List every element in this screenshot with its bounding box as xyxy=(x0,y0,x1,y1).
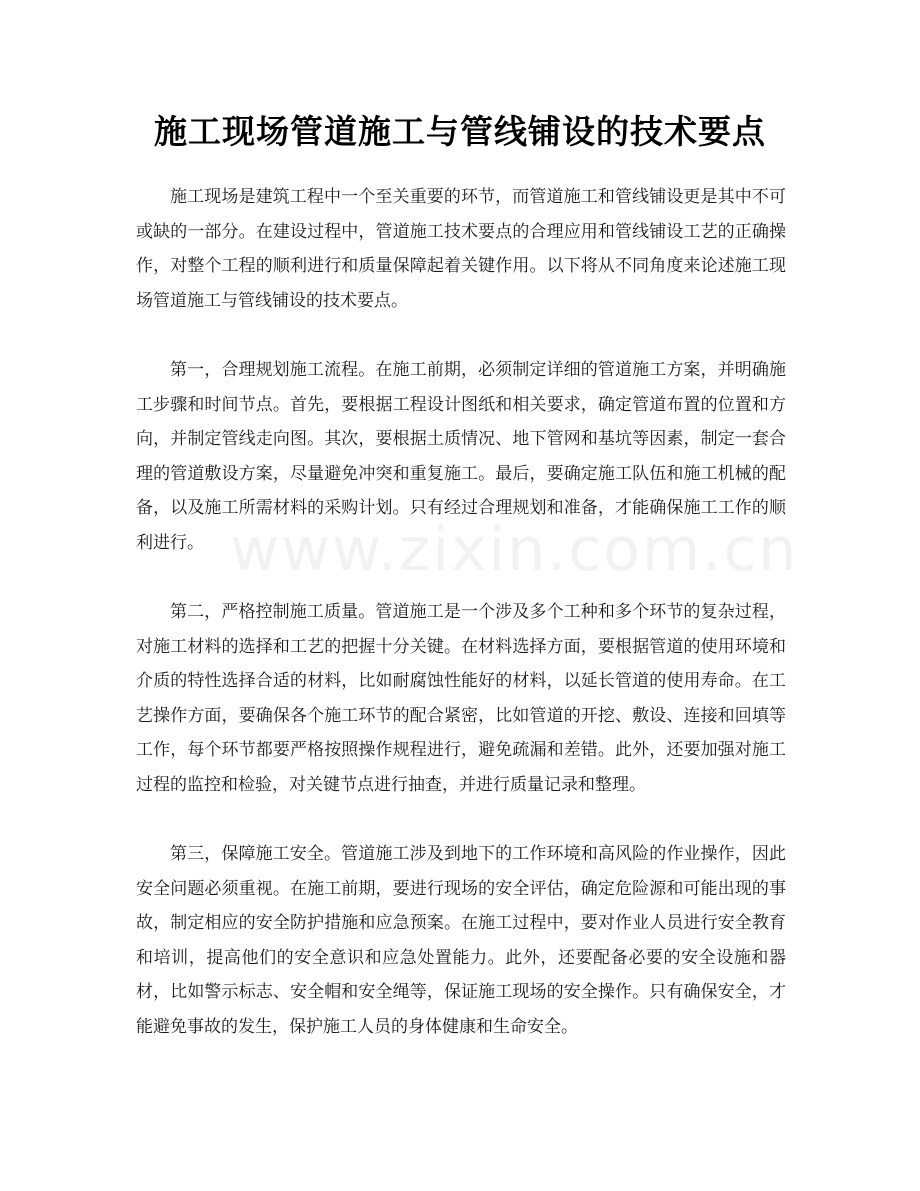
paragraph-quality: 第二，严格控制施工质量。管道施工是一个涉及多个工种和多个环节的复杂过程，对施工材料的选择和工艺的把握十分关键。在材料选择方面，要根据管道的使用环境和介质的特性选择合适的材料，比如耐腐蚀性能好的材料，以延长管道的使用寿命。在工艺操作方面，要确保各个施工环节的配合紧密，比如管道的开挖、敷设、连接和回填等工作，每个环节都要严格按照操作规程进行，避免疏漏和差错。此外，还要加强对施工过程的监控和检验，对关键节点进行抽查，并进行质量记录和整理。 xyxy=(136,602,786,795)
paragraph-planning: 第一，合理规划施工流程。在施工前期，必须制定详细的管道施工方案，并明确施工步骤和时间节点。首先，要根据工程设计图纸和相关要求，确定管道布置的位置和方向，并制定管线走向图。其次，要根据土质情况、地下管网和基坑等因素，制定一套合理的管道敷设方案，尽量避免冲突和重复施工。最后，要确定施工队伍和施工机械的配备，以及施工所需材料的采购计划。只有经过合理规划和准备，才能确保施工工作的顺利进行。 xyxy=(136,360,786,553)
paragraph-intro: 施工现场是建筑工程中一个至关重要的环节，而管道施工和管线铺设更是其中不可或缺的一部分。在建设过程中，管道施工技术要点的合理应用和管线铺设工艺的正确操作，对整个工程的顺利进行和质量保障起着关键作用。以下将从不同角度来论述施工现场管道施工与管线铺设的技术要点。 xyxy=(136,187,786,311)
document-title: 施工现场管道施工与管线铺设的技术要点 xyxy=(154,112,766,151)
watermark: www.zixin.com.cn xyxy=(230,515,799,585)
document-body xyxy=(136,180,799,1079)
paragraph-safety: 第三，保障施工安全。管道施工涉及到地下的工作环境和高风险的作业操作，因此安全问题必须重视。在施工前期，要进行现场的安全评估，确定危险源和可能出现的事故，制定相应的安全防护措施和应急预案。在施工过程中，要对作业人员进行安全教育和培训，提高他们的安全意识和应急处置能力。此外，还要配备必要的安全设施和器材，比如警示标志、安全帽和安全绳等，保证施工现场的安全操作。只有确保安全，才能避免事故的发生，保护施工人员的身体健康和生命安全。 xyxy=(136,844,786,1037)
